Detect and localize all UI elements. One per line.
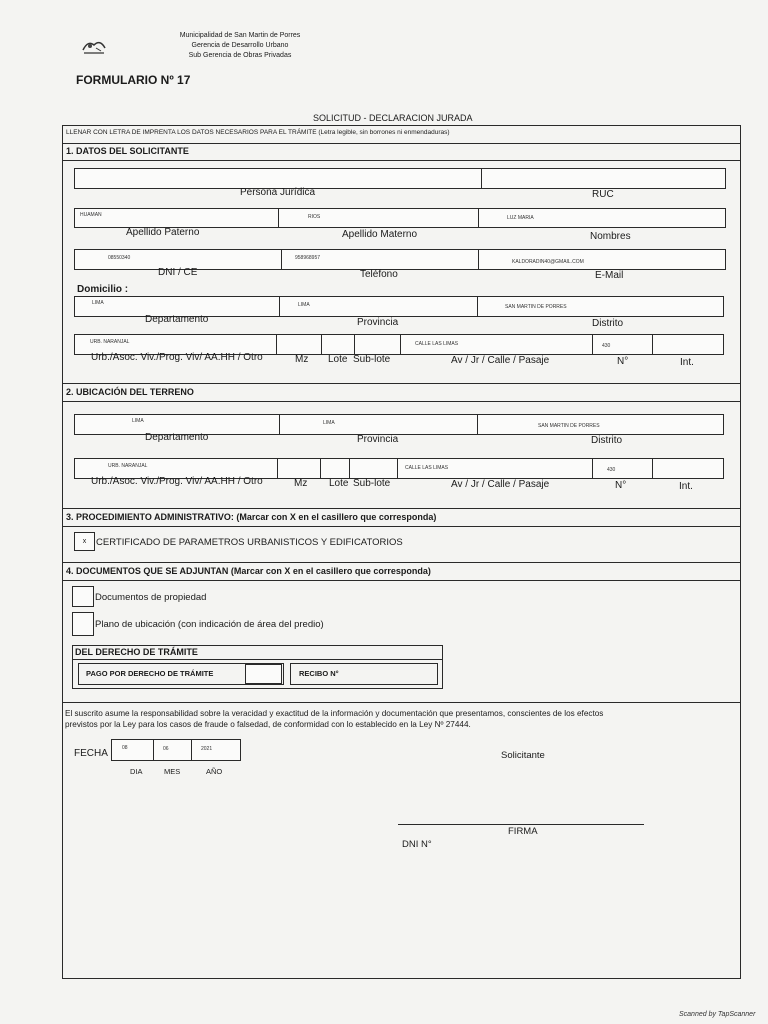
doc-propiedad-label: Documentos de propiedad bbox=[95, 592, 207, 603]
pago-derecho-label: PAGO POR DERECHO DE TRÁMITE bbox=[86, 669, 214, 678]
provincia-label: Provincia bbox=[357, 317, 399, 328]
mz-label: Mz bbox=[295, 354, 309, 365]
numero-value: 430 bbox=[602, 343, 611, 349]
dni-signature-label: DNI N° bbox=[402, 839, 432, 850]
anio-value: 2021 bbox=[201, 746, 213, 752]
solicitante-label: Solicitante bbox=[501, 750, 545, 761]
departamento-value: LIMA bbox=[92, 300, 104, 306]
scanner-note: Scanned by TapScanner bbox=[679, 1011, 756, 1018]
terreno-provincia-label: Provincia bbox=[357, 434, 399, 445]
terreno-calle-value: CALLE LAS LIMAS bbox=[405, 465, 449, 471]
persona-juridica-field[interactable] bbox=[74, 168, 726, 189]
declaration-line-1: El suscrito asume la responsabilidad sobre la veracidad y exactitud de la información y documentación que presentamos, conscientes de los efectos bbox=[65, 709, 604, 718]
org-header bbox=[160, 31, 320, 61]
check-mark: x bbox=[82, 538, 87, 545]
names-field[interactable] bbox=[74, 208, 726, 228]
numero-label: N° bbox=[617, 356, 629, 367]
apellido-materno-label: Apellido Materno bbox=[342, 229, 418, 240]
terreno-urb-label: Urb./Asoc. Viv./Prog. Viv/ AA.HH / Otro bbox=[91, 476, 263, 487]
apellido-paterno-label: Apellido Paterno bbox=[126, 227, 200, 238]
terreno-numero-label: N° bbox=[615, 480, 627, 491]
form-title: SOLICITUD - DECLARACION JURADA bbox=[313, 113, 473, 123]
section-1-title: 1. DATOS DEL SOLICITANTE bbox=[66, 146, 189, 156]
nombres-value: LUZ MARIA bbox=[507, 215, 534, 221]
apellido-paterno-value: HUAMAN bbox=[80, 212, 102, 218]
telefono-label: Teléfono bbox=[360, 269, 398, 280]
nombres-label: Nombres bbox=[590, 231, 631, 242]
org-line-1: Municipalidad de San Martin de Porres bbox=[179, 32, 301, 39]
org-line-3: Sub Gerencia de Obras Privadas bbox=[188, 52, 292, 59]
anio-label: AÑO bbox=[206, 767, 223, 776]
mes-label: MES bbox=[164, 767, 181, 776]
terreno-calle-label: Av / Jr / Calle / Pasaje bbox=[451, 479, 550, 490]
apellido-materno-value: RIOS bbox=[308, 214, 321, 220]
signature-line bbox=[398, 824, 644, 825]
doc-propiedad-checkbox[interactable] bbox=[72, 586, 94, 607]
section-3-title: 3. PROCEDIMIENTO ADMINISTRATIVO: (Marcar con X en el casillero que corresponda) bbox=[66, 512, 437, 522]
pago-derecho-checkbox[interactable] bbox=[245, 664, 282, 684]
urb-value: URB. NARANJAL bbox=[90, 339, 130, 345]
fecha-label: FECHA bbox=[74, 748, 108, 759]
calle-label: Av / Jr / Calle / Pasaje bbox=[451, 355, 550, 366]
terreno-sublote-label: Sub-lote bbox=[353, 478, 391, 489]
terreno-int-label: Int. bbox=[679, 481, 693, 492]
terreno-provincia-value: LIMA bbox=[323, 420, 335, 426]
distrito-value: SAN MARTIN DE PORRES bbox=[505, 304, 567, 310]
terreno-urb-value: URB. NARANJAL bbox=[108, 463, 148, 469]
section-2-title: 2. UBICACIÓN DEL TERRENO bbox=[66, 387, 194, 397]
firma-label: FIRMA bbox=[508, 826, 538, 837]
email-value: KALDORADIN40@GMAIL.COM bbox=[512, 259, 584, 265]
terreno-distrito-value: SAN MARTIN DE PORRES bbox=[538, 423, 600, 429]
certificado-checkbox[interactable] bbox=[74, 532, 95, 551]
plano-ubicacion-label: Plano de ubicación (con indicación de área del predio) bbox=[95, 619, 324, 630]
terreno-numero-value: 430 bbox=[607, 467, 616, 473]
plano-ubicacion-checkbox[interactable] bbox=[72, 612, 94, 636]
fecha-field[interactable] bbox=[111, 739, 241, 761]
lote-label: Lote bbox=[328, 354, 348, 365]
org-line-2: Gerencia de Desarrollo Urbano bbox=[191, 42, 289, 49]
terreno-distrito-label: Distrito bbox=[591, 435, 623, 446]
domicilio-label: Domicilio : bbox=[77, 284, 129, 295]
terreno-mz-label: Mz bbox=[294, 478, 308, 489]
distrito-label: Distrito bbox=[592, 318, 624, 329]
terreno-departamento-value: LIMA bbox=[132, 418, 144, 424]
form-number: FORMULARIO Nº 17 bbox=[76, 73, 191, 87]
provincia-value: LIMA bbox=[298, 302, 310, 308]
instructions: LLENAR CON LETRA DE IMPRENTA LOS DATOS NECESARIOS PARA EL TRÁMITE (Letra legible, sin borrones ni enmendaduras) bbox=[66, 129, 450, 136]
terreno-lote-label: Lote bbox=[329, 478, 349, 489]
dia-value: 08 bbox=[122, 745, 128, 751]
certificado-label: CERTIFICADO DE PARAMETROS URBANISTICOS Y EDIFICATORIOS bbox=[96, 537, 403, 548]
municipal-logo bbox=[80, 36, 108, 56]
sublote-label: Sub-lote bbox=[353, 354, 391, 365]
persona-juridica-label: Persona Jurídica bbox=[240, 187, 316, 198]
dni-value: 08550340 bbox=[108, 255, 131, 261]
ruc-label: RUC bbox=[592, 189, 614, 200]
departamento-label: Departamento bbox=[145, 314, 209, 325]
telefono-value: 958968957 bbox=[295, 255, 321, 261]
int-label: Int. bbox=[680, 357, 694, 368]
dni-label: DNI / CE bbox=[158, 267, 198, 278]
email-label: E-Mail bbox=[595, 270, 624, 281]
mes-value: 06 bbox=[163, 746, 169, 752]
declaration-text bbox=[65, 708, 735, 730]
terreno-departamento-label: Departamento bbox=[145, 432, 209, 443]
declaration-line-2: previstos por la Ley para los casos de fraude o falsedad, de conformidad con lo establecido en la Ley Nº 27444. bbox=[65, 720, 471, 729]
calle-value: CALLE LAS LIMAS bbox=[415, 341, 459, 347]
urb-label: Urb./Asoc. Viv./Prog. Viv/ AA.HH / Otro bbox=[91, 352, 263, 363]
section-4-title: 4. DOCUMENTOS QUE SE ADJUNTAN (Marcar con X en el casillero que corresponda) bbox=[66, 566, 431, 576]
dia-label: DIA bbox=[130, 767, 143, 776]
derecho-tramite-title: DEL DERECHO DE TRÁMITE bbox=[75, 647, 198, 657]
recibo-label: RECIBO N° bbox=[299, 669, 339, 678]
